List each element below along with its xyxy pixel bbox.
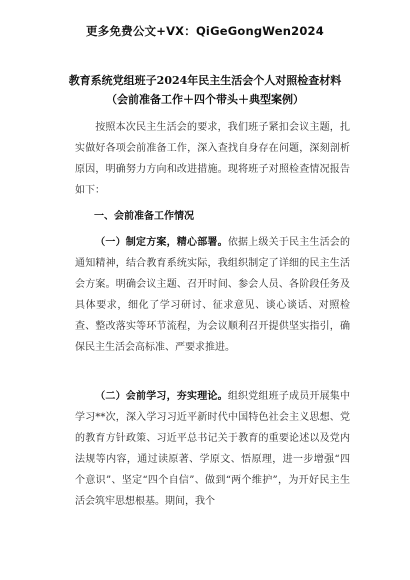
paragraph-lead: （一）制定方案，精心部署。	[95, 237, 228, 248]
watermark-text: 更多免费公文+VX：QiGeGongWen2024	[86, 24, 324, 38]
intro-text: 按照本次民主生活会的要求，我们班子紧扣会议主题，扎实做好各项会前准备工作，深入查找自身存在问题，深刻剖析原因，明确努力方向和改进措施。现将班子对照检查情况报告如下：	[75, 122, 350, 196]
paragraph-plan	[75, 232, 350, 358]
paragraph-body: 组织党组班子成员开展集中学习**次，深入学习习近平新时代中国特色社会主义思想、党的教育方针政策、习近平总书记关于教育的重要论述以及党内法规等内容，通过读原著、学原文、悟原理，进一步增强“四个意识”、坚定“四个自信”、做到“两个维护”，为开好民主生活会筑牢思想根基。期间，我个	[75, 391, 351, 507]
intro-paragraph	[75, 117, 350, 201]
paragraph-study	[75, 386, 350, 512]
section-heading: 一、会前准备工作情况	[94, 211, 194, 222]
paragraph-lead: （二）会前学习，夯实理论。	[95, 391, 228, 402]
document-title: 教育系统党组班子2024年民主生活会个人对照检查材料	[68, 74, 342, 87]
paragraph-body: 依据上级关于民主生活会的通知精神，结合教育系统实际，我组织制定了详细的民主生活会方案。明确会议主题、召开时间、参会人员、各阶段任务及具体要求，细化了学习研讨、征求意见、谈心谈话、对照检查、整改落实等环节流程，为会议顺利召开提供坚实指引，确保民主生活会高标准、严要求推进。	[75, 237, 351, 353]
document-subtitle: （会前准备工作＋四个带头＋典型案例）	[106, 93, 304, 106]
